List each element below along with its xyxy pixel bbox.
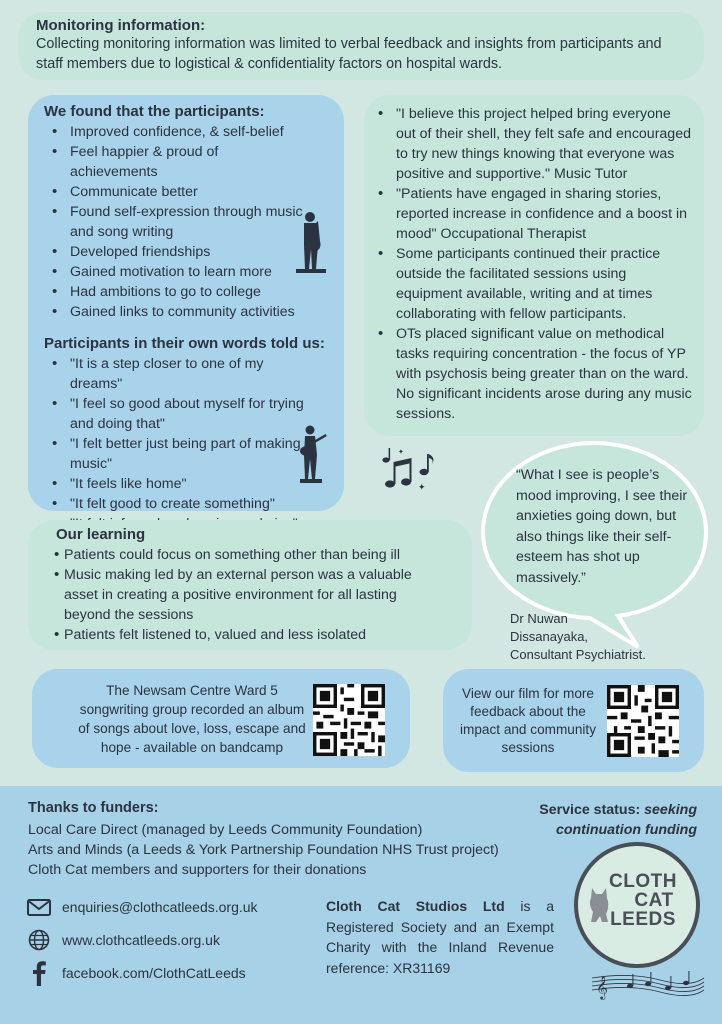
list-item: • Gained links to community activities: [44, 302, 306, 322]
learning-panel: [28, 520, 472, 650]
list-item: • "It feels like home": [44, 474, 306, 494]
list-item: • Had ambitions to go to college: [44, 282, 306, 302]
monitoring-panel: [18, 12, 704, 80]
own-words-heading: Participants in their own words told us:: [44, 335, 325, 352]
list-item: • Gained motivation to learn more: [44, 262, 306, 282]
list-item: • "I believe this project helped bring everyone out of their shell, they felt safe and encouraged to try new things knowing that everyone was positive and supportive." Music Tutor: [370, 104, 692, 184]
email-link[interactable]: enquiries@clothcatleeds.org.uk: [62, 899, 258, 915]
logo-line-3: LEEDS: [610, 909, 676, 930]
email-contact: [26, 896, 258, 918]
qr-code-icon: [313, 684, 385, 756]
qr-code-icon: [607, 685, 679, 757]
cloth-cat-logo: [574, 842, 700, 968]
quote-text: “What I see is people’s mood improving, I see their anxieties going down, but also things like their self-esteem has shot up massively.”: [516, 467, 688, 586]
list-item: • OTs placed significant value on methodical tasks requiring concentration - the focus of YP with psychosis being greater than on the ward. No significant incidents arose during any music sessions.: [370, 324, 692, 424]
charity-statement: [326, 896, 554, 978]
staff-list: [370, 104, 692, 424]
album-qr-code[interactable]: [313, 684, 385, 756]
svg-text:✦: ✦: [398, 448, 404, 456]
learning-heading: Our learning: [56, 526, 146, 543]
quote-name-2: Dissanayaka,: [510, 629, 589, 644]
list-item: • Improved confidence, & self-belief: [44, 122, 306, 142]
list-item: • Some participants continued their practice outside the facilitated sessions using equipment available, writing and at times collaborating with fellow participants.: [370, 244, 692, 324]
charity-text: is a Registered Society and an Exempt Charity with the Inland Revenue reference: XR31169: [326, 898, 554, 976]
globe-icon: [26, 929, 52, 951]
quote-attribution: [510, 610, 710, 664]
web-link[interactable]: www.clothcatleeds.org.uk: [62, 932, 220, 948]
music-staff-icon: [590, 968, 706, 1000]
facebook-link[interactable]: facebook.com/ClothCatLeeds: [62, 965, 246, 981]
logo-line-1: CLOTH: [609, 871, 677, 892]
service-status: [470, 800, 697, 840]
funders-heading: Thanks to funders:: [28, 800, 159, 816]
film-panel: [443, 669, 704, 772]
monitoring-text: Collecting monitoring information was limited to verbal feedback and insights from participants and staff members due to logistical & confidentiality factors on hospital wards.: [36, 36, 662, 72]
funder-line: Cloth Cat members and supporters for their donations: [28, 862, 367, 878]
list-item: • "Patients have engaged in sharing stories, reported increase in confidence and a boost in mood" Occupational Therapist: [370, 184, 692, 244]
list-item: • "I feel so good about myself for trying and doing that": [44, 394, 306, 434]
status-value-1: seeking: [644, 802, 697, 818]
email-icon: [26, 896, 52, 918]
own-words-list: [44, 354, 306, 534]
list-item: • Found self-expression through music and song writing: [44, 202, 306, 242]
quote-role: Consultant Psychiatrist.: [510, 647, 646, 662]
guitarist-icon: [296, 425, 330, 483]
psychiatrist-quote: [516, 465, 692, 588]
svg-text:✦: ✦: [418, 483, 426, 493]
svg-text:𝄞: 𝄞: [596, 975, 608, 999]
list-item: • Feel happier & proud of achievements: [44, 142, 306, 182]
monitoring-heading: Monitoring information:: [36, 17, 206, 34]
list-item: • Patients felt listened to, valued and less isolated: [46, 625, 446, 645]
album-panel: [32, 669, 410, 768]
film-text: View our film for more feedback about the impact and community sessions: [460, 686, 596, 755]
funder-line: Local Care Direct (managed by Leeds Community Foundation): [28, 822, 423, 838]
findings-panel: [28, 95, 344, 511]
film-qr-code[interactable]: [607, 685, 679, 757]
charity-name: Cloth Cat Studios Ltd: [326, 898, 505, 914]
learning-list: [46, 545, 446, 645]
funder-line: Arts and Minds (a Leeds & York Partnership Foundation NHS Trust project): [28, 842, 499, 858]
list-item: • Developed friendships: [44, 242, 306, 262]
facebook-contact: [26, 962, 246, 984]
facebook-icon: [26, 962, 52, 984]
list-item: • "It felt good to create something": [44, 494, 306, 514]
footer: [0, 786, 722, 1024]
quote-name: Dr Nuwan: [510, 611, 568, 626]
list-item: • Communicate better: [44, 182, 306, 202]
cat-icon: [586, 884, 616, 924]
list-item: • "I felt better just being part of making music": [44, 434, 306, 474]
status-value-2: continuation funding: [555, 822, 697, 838]
status-label: Service status:: [539, 802, 641, 818]
album-text: The Newsam Centre Ward 5 songwriting group recorded an album of songs about love, loss, escape and hope - available on bandcamp: [78, 683, 306, 755]
staff-feedback-panel: [364, 95, 704, 436]
list-item: • Patients could focus on something other than being ill: [46, 545, 446, 565]
found-heading: We found that the participants:: [44, 103, 265, 120]
list-item: • Music making led by an external person was a valuable asset in creating a positive environment for all lasting beyond the sessions: [46, 565, 446, 625]
found-list: [44, 122, 306, 322]
web-contact: [26, 929, 220, 951]
list-item: • "It is a step closer to one of my dreams": [44, 354, 306, 394]
logo-line-2: CAT: [634, 890, 674, 911]
music-notes-icon: [380, 446, 440, 494]
saxophonist-icon: [296, 211, 330, 273]
